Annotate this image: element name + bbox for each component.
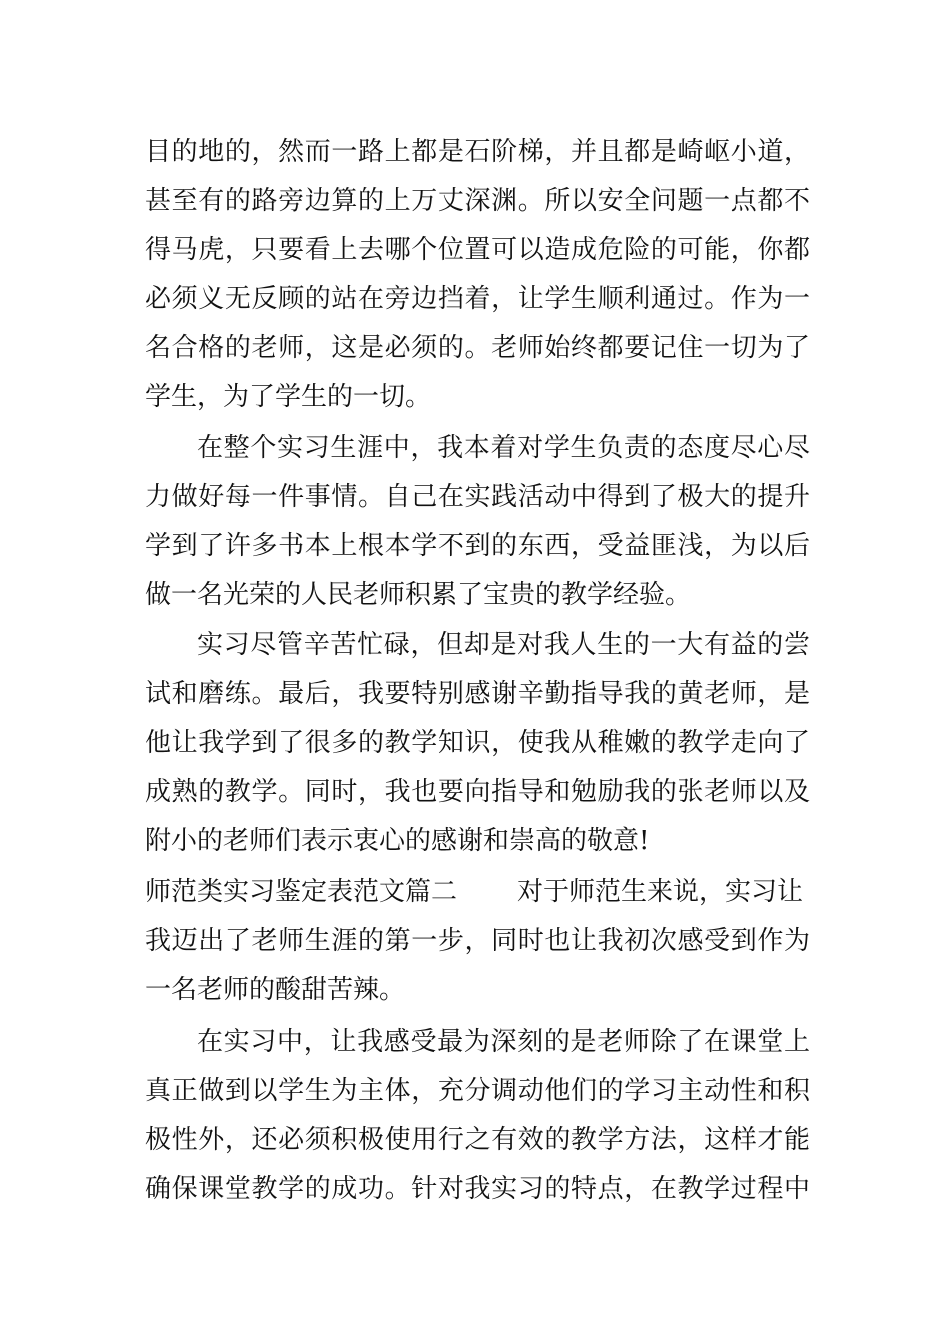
text-line: 得马虎，只要看上去哪个位置可以造成危险的可能，你都 (145, 235, 810, 265)
text-line: 目的地的，然而一路上都是石阶梯，并且都是崎岖小道， (145, 137, 810, 167)
text-line: 他让我学到了很多的教学知识，使我从稚嫩的教学走向了 (145, 728, 810, 758)
paragraph-first-line: 实习尽管辛苦忙碌，但却是对我人生的一大有益的尝 (197, 630, 810, 660)
text-line: 学到了许多书本上根本学不到的东西，受益匪浅，为以后 (145, 531, 810, 561)
paragraph-first-line: 在整个实习生涯中，我本着对学生负责的态度尽心尽 (197, 433, 810, 463)
text-line: 一名老师的酸甜苦辣。 (145, 975, 406, 1005)
section-first-sentence: 对于师范生来说，实习让 (517, 877, 804, 907)
text-line: 甚至有的路旁边算的上万丈深渊。所以安全问题一点都不 (145, 186, 810, 216)
section-heading: 师范类实习鉴定表范文篇二 (145, 877, 458, 907)
text-line: 力做好每一件事情。自己在实践活动中得到了极大的提升 (145, 482, 810, 512)
paragraph-first-line: 在实习中，让我感受最为深刻的是老师除了在课堂上 (197, 1027, 810, 1057)
section-heading-line (145, 872, 810, 912)
text-line: 做一名光荣的人民老师积累了宝贵的教学经验。 (145, 580, 692, 610)
text-line: 必须义无反顾的站在旁边挡着，让学生顺利通过。作为一 (145, 284, 810, 314)
text-line: 附小的老师们表示衷心的感谢和崇高的敬意! (145, 826, 650, 856)
text-line: 真正做到以学生为主体，充分调动他们的学习主动性和积 (145, 1076, 810, 1106)
text-line: 确保课堂教学的成功。针对我实习的特点，在教学过程中 (145, 1174, 810, 1204)
text-line: 学生，为了学生的一切。 (145, 382, 432, 412)
text-line: 成熟的教学。同时，我也要向指导和勉励我的张老师以及 (145, 777, 810, 807)
text-line: 极性外，还必须积极使用行之有效的教学方法，这样才能 (145, 1125, 810, 1155)
text-line: 名合格的老师，这是必须的。老师始终都要记住一切为了 (145, 333, 810, 363)
text-line: 试和磨练。最后，我要特别感谢辛勤指导我的黄老师，是 (145, 679, 810, 709)
text-line: 我迈出了老师生涯的第一步，同时也让我初次感受到作为 (145, 926, 810, 956)
